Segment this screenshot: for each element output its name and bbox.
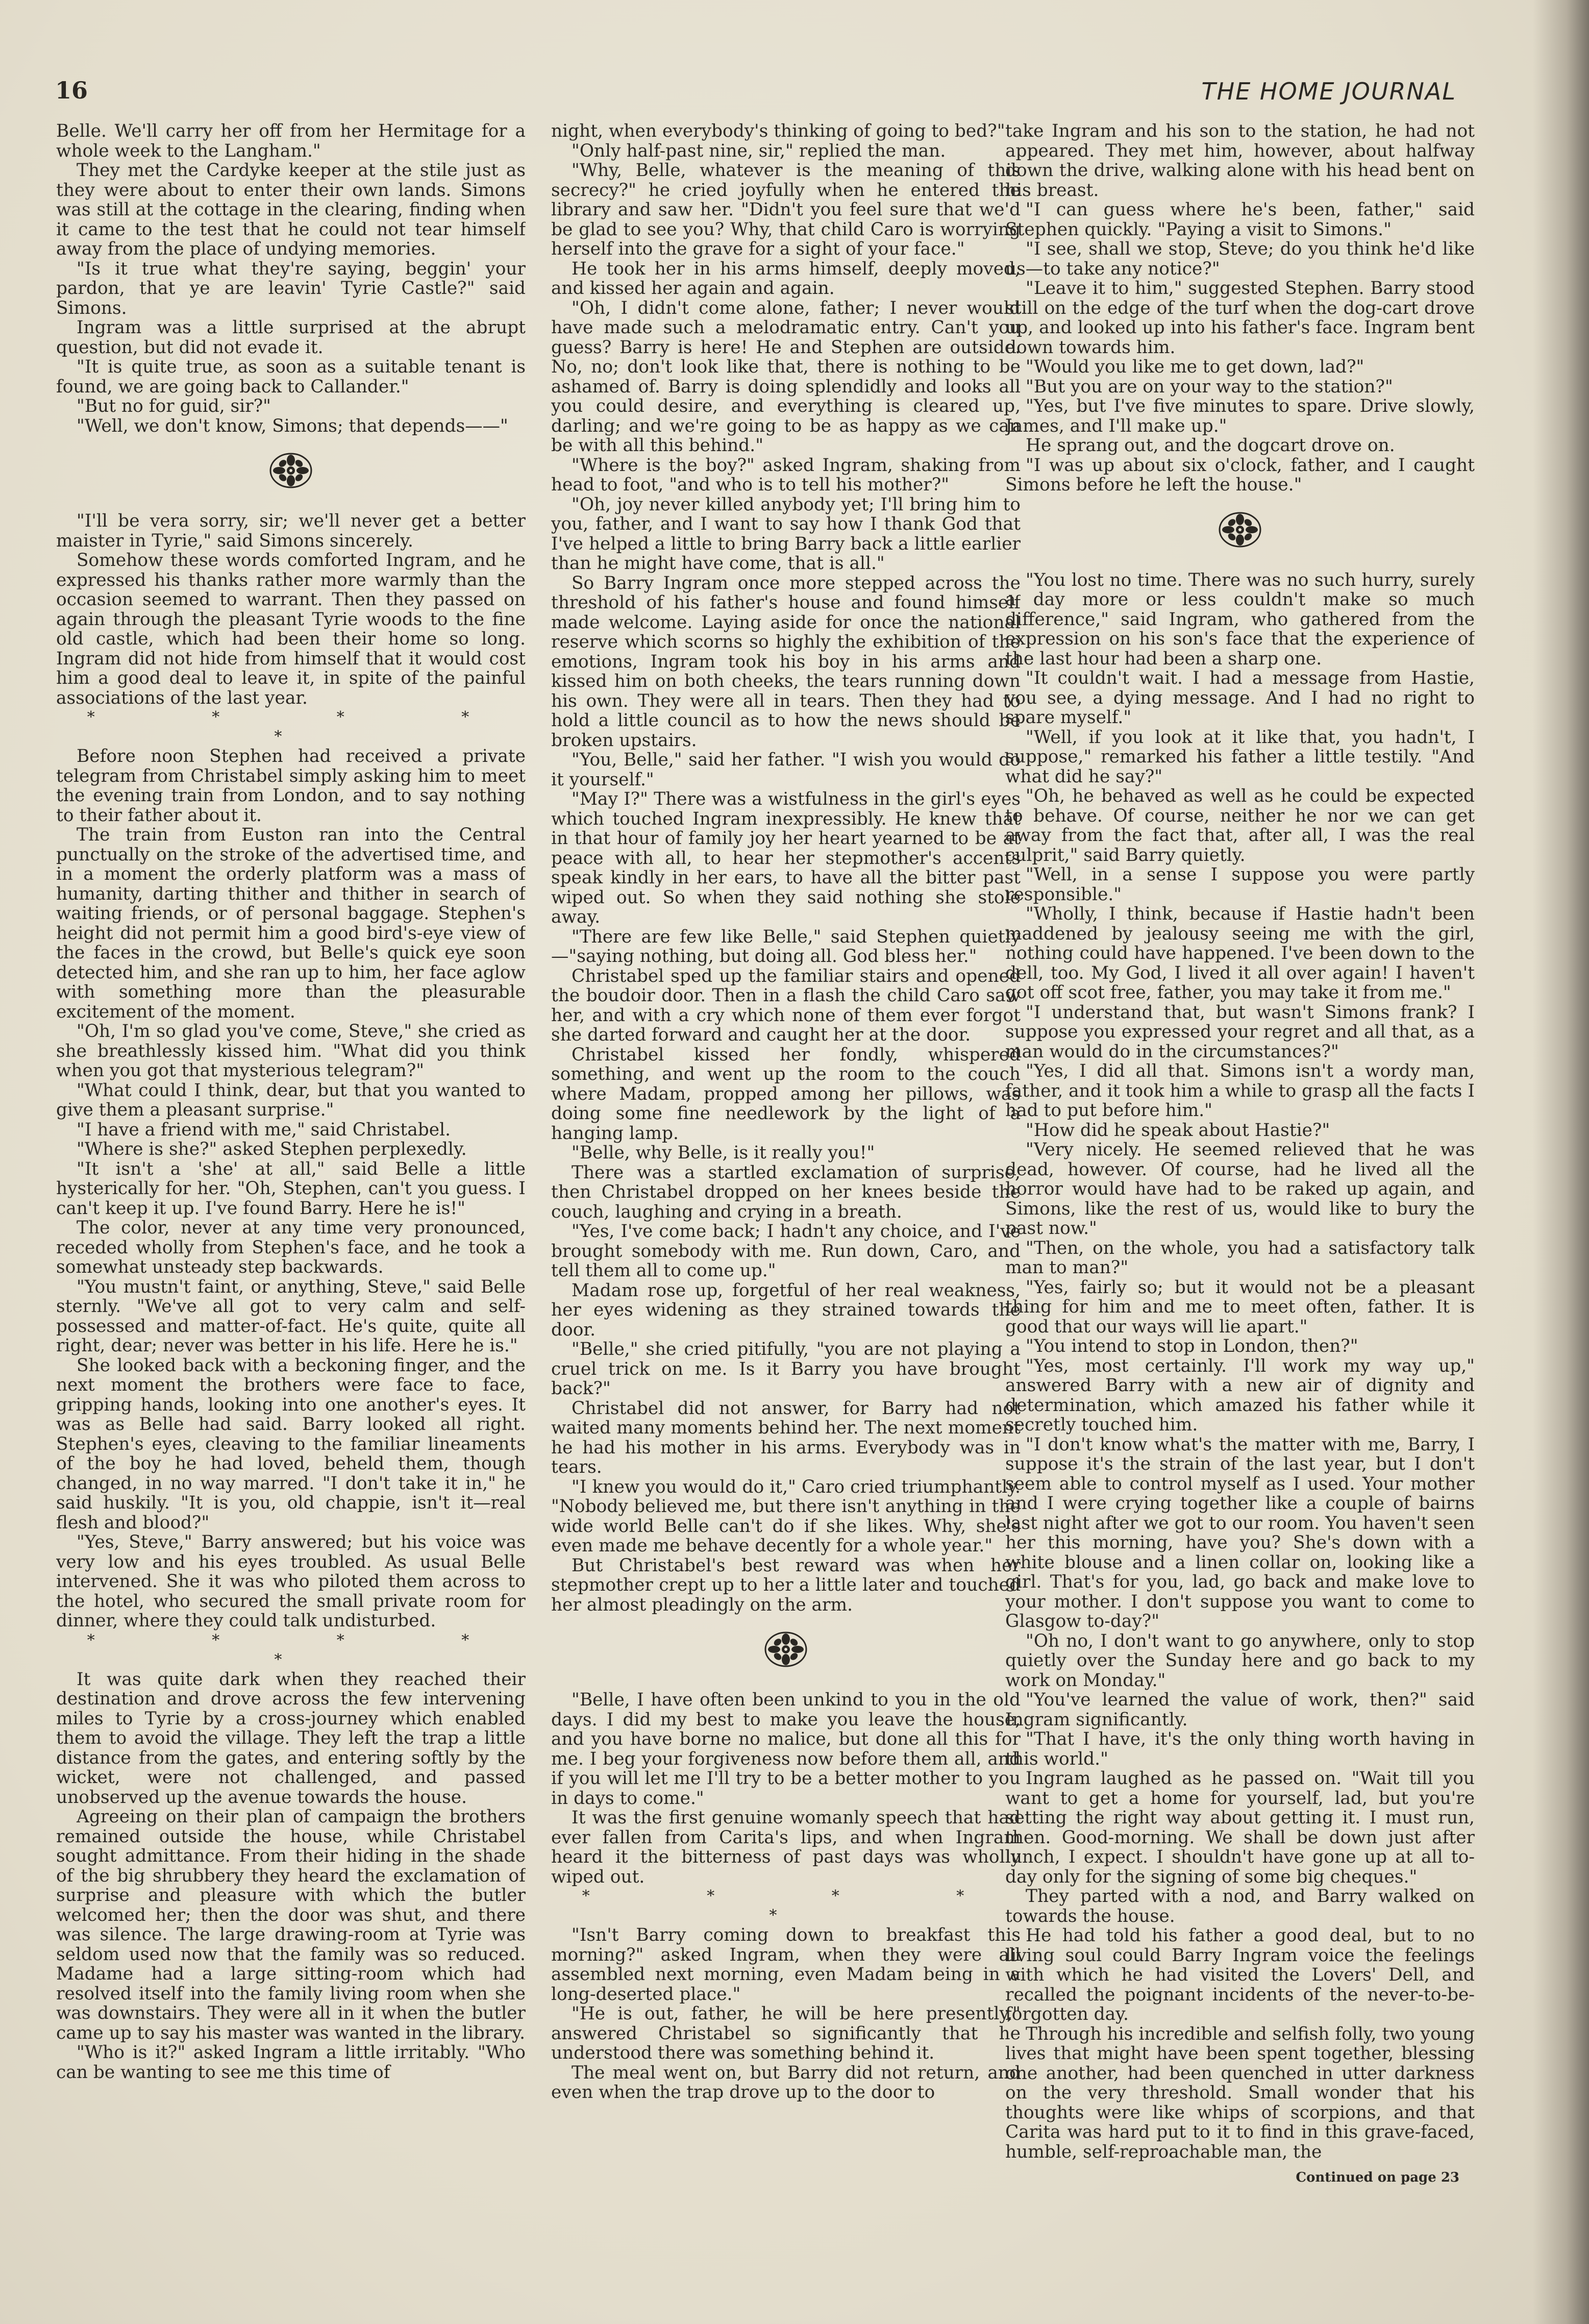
paragraph: The color, never at any time very pronounced, receded wholly from Stephen's face, and he took a somewhat unsteady step backwards.	[56, 1218, 526, 1277]
paragraph: He had told his father a good deal, but to no living soul could Barry Ingram voice the feelings with which he had visited the Lovers' Dell, and recalled the poignant incidents of the never-to-be-forgotten day.	[1005, 1925, 1475, 2024]
paragraph: "Yes, most certainly. I'll work my way up," answered Barry with a new air of dignity and determination, which amazed his father while it secretly touched him.	[1005, 1355, 1475, 1435]
paragraph: They parted with a nod, and Barry walked on towards the house.	[1005, 1886, 1475, 1926]
paragraph: Through his incredible and selfish folly, two young lives that might have been spent together, blessing one another, had been quenched in utter darkness on the very threshold. Small wonder that his thoughts were like whips of scorpions, and that Carita was hard put to it to find in this grave-faced, humble, self-reproachable man, the	[1005, 2023, 1475, 2162]
text-column-2	[551, 121, 1021, 2270]
paragraph: "It is quite true, as soon as a suitable tenant is found, we are going back to Callander."	[56, 357, 526, 397]
paragraph: They met the Cardyke keeper at the stile just as they were about to enter their own lands. Simons was still at the cottage in the clearing, finding when it came to the test that he could not tear himself away from the place of undying memories.	[56, 160, 526, 259]
page-edge-shadow	[1533, 0, 1589, 2324]
paragraph: Christabel kissed her fondly, whispered something, and went up the room to the couch where Madam, propped among her pillows, was doing some fine needlework by the light of a hanging lamp.	[551, 1044, 1021, 1144]
section-break-asterisks: * * * * *	[582, 1887, 1021, 1924]
paragraph: "How did he speak about Hastie?"	[1026, 1120, 1330, 1141]
paragraph: "Well, we don't know, Simons; that depends——"	[77, 415, 508, 436]
paragraph: "Is it true what they're saying, beggin' your pardon, that ye are leavin' Tyrie Castle?" said Simons.	[56, 258, 526, 318]
floral-rosette-icon	[268, 451, 314, 492]
paragraph: "May I?" There was a wistfulness in the girl's eyes which touched Ingram inexpressibly. He knew that in that hour of family joy her heart yearned to be at peace with all, to hear her stepmother's accents speak kindly in her ears, to have all the bitter past wiped out. So when they said nothing she stole away.	[551, 789, 1021, 927]
paragraph: The train from Euston ran into the Central punctually on the stroke of the advertised time, and in a moment the orderly platform was a mass of humanity, darting thither and thither in search of waiting friends, or of personal baggage. Stephen's height did not permit him a good bird's-eye view of the faces in the crowd, but Belle's quick eye soon detected him, and she ran up to him, her face aglow with something more than the pleasurable excitement of the moment.	[56, 825, 526, 1022]
paragraph: Before noon Stephen had received a private telegram from Christabel simply asking him to meet the evening train from London, and to say nothing to their father about it.	[56, 746, 526, 826]
paragraph: But Christabel's best reward was when her stepmother crept up to her a little later and touched her almost pleadingly on the arm.	[551, 1555, 1021, 1615]
section-break-asterisks: * * * * *	[87, 708, 526, 746]
paragraph: "Only half-past nine, sir," replied the man.	[572, 140, 946, 161]
paragraph: "Belle, why Belle, is it really you!"	[572, 1143, 875, 1163]
paragraph: "I was up about six o'clock, father, and I caught Simons before he left the house."	[1005, 455, 1475, 495]
paragraph: "Yes, I did all that. Simons isn't a wordy man, father, and it took him a while to grasp all the facts I had to put before him."	[1005, 1061, 1475, 1121]
paragraph: "Why, Belle, whatever is the meaning of this secrecy?" he cried joyfully when he entered the library and saw her. "Didn't you feel sure that we'd be glad to see you? Why, that child Caro is worrying herself into the grave for a sight of your face."	[551, 160, 1021, 259]
paragraph: "He is out, father, he will be here presently," answered Christabel so significantly that he understood there was something behind it.	[551, 2004, 1021, 2063]
paragraph: "Oh, he behaved as well as he could be expected to behave. Of course, neither he nor we can get away from the fact that, after all, I was the real culprit," said Barry quietly.	[1005, 786, 1475, 866]
paragraph: He sprang out, and the dogcart drove on.	[1026, 435, 1395, 456]
paragraph: "Would you like me to get down, lad?"	[1026, 357, 1364, 377]
paragraph: "Leave it to him," suggested Stephen. Barry stood still on the edge of the turf when the dog-cart drove up, and looked up into his father's face. Ingram bent down towards him.	[1005, 278, 1475, 358]
paragraph: "Wholly, I think, because if Hastie hadn't been maddened by jealousy seeing me with the girl, nothing could have happened. I've been down to the dell, too. My God, I lived it all over again! I haven't got off scot free, father, you may take it from me."	[1005, 904, 1475, 1003]
paragraph: Christabel sped up the familiar stairs and opened the boudoir door. Then in a flash the child Caro saw her, and with a cry which none of them ever forgot she darted forward and caught her at the door.	[551, 966, 1021, 1045]
section-ornament	[1005, 495, 1475, 571]
section-ornament	[551, 1615, 1021, 1690]
paragraph: "You mustn't faint, or anything, Steve," said Belle sternly. "We've all got to very calm and self-possessed and matter-of-fact. He's quite, quite all right, dear; never was better in his life. Here he is."	[56, 1276, 526, 1356]
paragraph: Ingram was a little surprised at the abrupt question, but did not evade it.	[56, 317, 526, 358]
paragraph: "What could I think, dear, but that you wanted to give them a pleasant surprise."	[56, 1080, 526, 1120]
paragraph: "It isn't a 'she' at all," said Belle a little hysterically for her. "Oh, Stephen, can't you guess. I can't keep it up. I've found Barry. Here he is!"	[56, 1158, 526, 1219]
paragraph: Christabel did not answer, for Barry had not waited many moments behind her. The next moment he had his mother in his arms. Everybody was in tears.	[551, 1398, 1021, 1477]
paragraph: "Oh, joy never killed anybody yet; I'll bring him to you, father, and I want to say how I thank God that I've helped a little to bring Barry back a little earlier than he might have come, that is all."	[551, 494, 1021, 574]
paragraph: It was quite dark when they reached their destination and drove across the few intervening miles to Tyrie by a cross-journey which enabled them to avoid the village. They left the trap a little distance from the gates, and entering softly by the wicket, were not challenged, and passed unobserved up the avenue towards the house.	[56, 1669, 526, 1808]
paragraph: "I can guess where he's been, father," said Stephen quickly. "Paying a visit to Simons."	[1005, 200, 1475, 240]
paragraph: "Oh no, I don't want to go anywhere, only to stop quietly over the Sunday here and go back to my work on Monday."	[1005, 1630, 1475, 1691]
paragraph: "But you are on your way to the station?"	[1026, 376, 1393, 397]
paragraph: "But no for guid, sir?"	[77, 396, 271, 416]
paragraph: "There are few like Belle," said Stephen quietly—"saying nothing, but doing all. God bless her."	[551, 926, 1021, 967]
paragraph: "Where is she?" asked Stephen perplexedly.	[77, 1139, 467, 1159]
paragraph: Somehow these words comforted Ingram, and he expressed his thanks rather more warmly than the occasion seemed to warrant. Then they passed on again through the pleasant Tyrie woods to the fine old castle, which had been their home so long. Ingram did not hide from himself that it would cost him a good deal to leave it, in spite of the painful associations of the last year.	[56, 550, 526, 708]
paragraph: night, when everybody's thinking of going to bed?"	[551, 121, 1005, 141]
paragraph: "Belle," she cried pitifully, "you are not playing a cruel trick on me. Is it Barry you have brought back?"	[551, 1339, 1021, 1399]
paragraph: "You, Belle," said her father. "I wish you would do it yourself."	[551, 750, 1021, 790]
paragraph: So Barry Ingram once more stepped across the threshold of his father's house and found himself made welcome. Laying aside for once the national reserve which scorns so highly the exhibition of the emotions, Ingram took his boy in his arms and kissed him on both cheeks, the tears running down his own. They were all in tears. Then they had to hold a little council as to how the news should be broken upstairs.	[551, 573, 1021, 751]
paragraph: "You lost no time. There was no such hurry, surely a day more or less couldn't make so much difference," said Ingram, who gathered from the expression on his son's face that the experience of the last hour had been a sharp one.	[1005, 570, 1475, 669]
paragraph: Belle. We'll carry her off from her Hermitage for a whole week to the Langham."	[56, 121, 526, 161]
continued-note: Continued on page 23	[1296, 2170, 1459, 2185]
paragraph: take Ingram and his son to the station, he had not appeared. They met him, however, about halfway down the drive, walking alone with his head bent on his breast.	[1005, 121, 1475, 201]
paragraph: "Well, if you look at it like that, you hadn't, I suppose," remarked his father a little testily. "And what did he say?"	[1005, 727, 1475, 787]
floral-rosette-icon	[763, 1630, 809, 1671]
paragraph: Madam rose up, forgetful of her real weakness, her eyes widening as they strained towards the door.	[551, 1280, 1021, 1340]
paragraph: "I understand that, but wasn't Simons frank? I suppose you expressed your regret and all that, as a man would do in the circumstances?"	[1005, 1002, 1475, 1062]
running-head: THE HOME JOURNAL	[1201, 78, 1456, 105]
paragraph: "I'll be vera sorry, sir; we'll never get a better maister in Tyrie," said Simons sincerely.	[56, 511, 526, 551]
paragraph: "Who is it?" asked Ingram a little irritably. "Who can be wanting to see me this time of	[56, 2042, 526, 2083]
paragraph: "That I have, it's the only thing worth having in this world."	[1005, 1729, 1475, 1769]
paragraph: "Oh, I'm so glad you've come, Steve," she cried as she breathlessly kissed him. "What did you think when you got that mysterious telegram?"	[56, 1021, 526, 1081]
page-number: 16	[55, 77, 88, 104]
paragraph: "I don't know what's the matter with me, Barry, I suppose it's the strain of the last year, but I don't seem able to control myself as I used. Your mother and I were crying together like a couple of bairns last night after we got to our room. You haven't seen her this morning, have you? She's down with a white blouse and a linen collar on, looking like a girl. That's for you, lad, go back and make love to your mother. I don't suppose you want to come to Glasgow to-day?"	[1005, 1434, 1475, 1631]
paragraph: "Well, in a sense I suppose you were partly responsible."	[1005, 864, 1475, 905]
paragraph: "Yes, I've come back; I hadn't any choice, and I've brought somebody with me. Run down, Caro, and tell them all to come up."	[551, 1221, 1021, 1281]
paragraph: "You've learned the value of work, then?" said Ingram significantly.	[1005, 1690, 1475, 1730]
paragraph: "Then, on the whole, you had a satisfactory talk man to man?"	[1005, 1238, 1475, 1278]
paragraph: "Yes, fairly so; but it would not be a pleasant thing for him and me to meet often, father. It is good that our ways will lie apart."	[1005, 1277, 1475, 1337]
section-break-asterisks: * * * * *	[87, 1631, 526, 1669]
paragraph: Agreeing on their plan of campaign the brothers remained outside the house, while Christabel sought admittance. From their hiding in the shade of the big shrubbery they heard the exclamation of surprise and pleasure with which the butler welcomed her; then the door was shut, and there was silence. The large drawing-room at Tyrie was seldom used now that the family was so reduced. Madame had a large sitting-room which had resolved itself into the family living room when she was downstairs. They were all in it when the butler came up to say his master was wanted in the library.	[56, 1807, 526, 2043]
paragraph: "I knew you would do it," Caro cried triumphantly. "Nobody believed me, but there isn't anything in the wide world Belle can't do if she likes. Why, she's even made me behave decently for a whole year."	[551, 1476, 1021, 1556]
paragraph: "It couldn't wait. I had a message from Hastie, you see, a dying message. And I had no right to spare myself."	[1005, 668, 1475, 728]
floral-rosette-icon	[1217, 510, 1263, 551]
section-ornament	[56, 436, 526, 511]
paragraph: There was a startled exclamation of surprise, then Christabel dropped on her knees beside the couch, laughing and crying in a breath.	[551, 1162, 1021, 1222]
paragraph: She looked back with a beckoning finger, and the next moment the brothers were face to face, gripping hands, looking into one another's eyes. It was as Belle had said. Barry looked all right. Stephen's eyes, cleaving to the familiar lineaments of the boy he had loved, beheld them, though changed, in no way marred. "I don't take it in," he said huskily. "It is you, old chappie, isn't it—real flesh and blood?"	[56, 1355, 526, 1533]
paragraph: "Where is the boy?" asked Ingram, shaking from head to foot, "and who is to tell his mother?"	[551, 455, 1021, 495]
paragraph: "Very nicely. He seemed relieved that he was dead, however. Of course, had he lived all the horror would have had to be raked up again, and Simons, like the rest of us, would like to bury the past now."	[1005, 1140, 1475, 1239]
paragraph: "Isn't Barry coming down to breakfast this morning?" asked Ingram, when they were all assembled next morning, even Madam being in a long-deserted place."	[551, 1925, 1021, 2005]
text-column-3	[1005, 121, 1475, 2270]
paragraph: "You intend to stop in London, then?"	[1026, 1336, 1358, 1356]
paragraph: "I see, shall we stop, Steve; do you think he'd like us—to take any notice?"	[1005, 239, 1475, 279]
paragraph: He took her in his arms himself, deeply moved, and kissed her again and again.	[551, 258, 1021, 299]
paragraph: It was the first genuine womanly speech that had ever fallen from Carita's lips, and when Ingram heard it the bitterness of past days was wholly wiped out.	[551, 1808, 1021, 1887]
paragraph: "Oh, I didn't come alone, father; I never would have made such a melodramatic entry. Can't you guess? Barry is here! He and Stephen are outside. No, no; don't look like that, there is nothing to be ashamed of. Barry is doing splendidly and looks all you could desire, and everything is cleared up, darling; and we're going to be as happy as we can be with all this behind."	[551, 298, 1021, 456]
paragraph: "I have a friend with me," said Christabel.	[77, 1119, 451, 1140]
text-column-1	[56, 121, 526, 2270]
paragraph: "Yes, but I've five minutes to spare. Drive slowly, James, and I'll make up."	[1005, 396, 1475, 436]
paragraph: "Belle, I have often been unkind to you in the old days. I did my best to make you leave the house, and you have borne no malice, but done all this for me. I beg your forgiveness now before them all, and if you will let me I'll try to be a better mother to you in days to come."	[551, 1690, 1021, 1809]
paragraph: "Yes, Steve," Barry answered; but his voice was very low and his eyes troubled. As usual Belle intervened. She it was who piloted them across to the hotel, who secured the small private room for dinner, where they could talk undisturbed.	[56, 1532, 526, 1631]
paragraph: The meal went on, but Barry did not return, and even when the trap drove up to the door to	[551, 2062, 1021, 2103]
paragraph: Ingram laughed as he passed on. "Wait till you want to get a home for yourself, lad, but you're setting the right way about getting it. I must run, then. Good-morning. We shall be down just after lunch, I expect. I shouldn't have gone up at all to-day only for the signing of some big cheques."	[1005, 1768, 1475, 1887]
